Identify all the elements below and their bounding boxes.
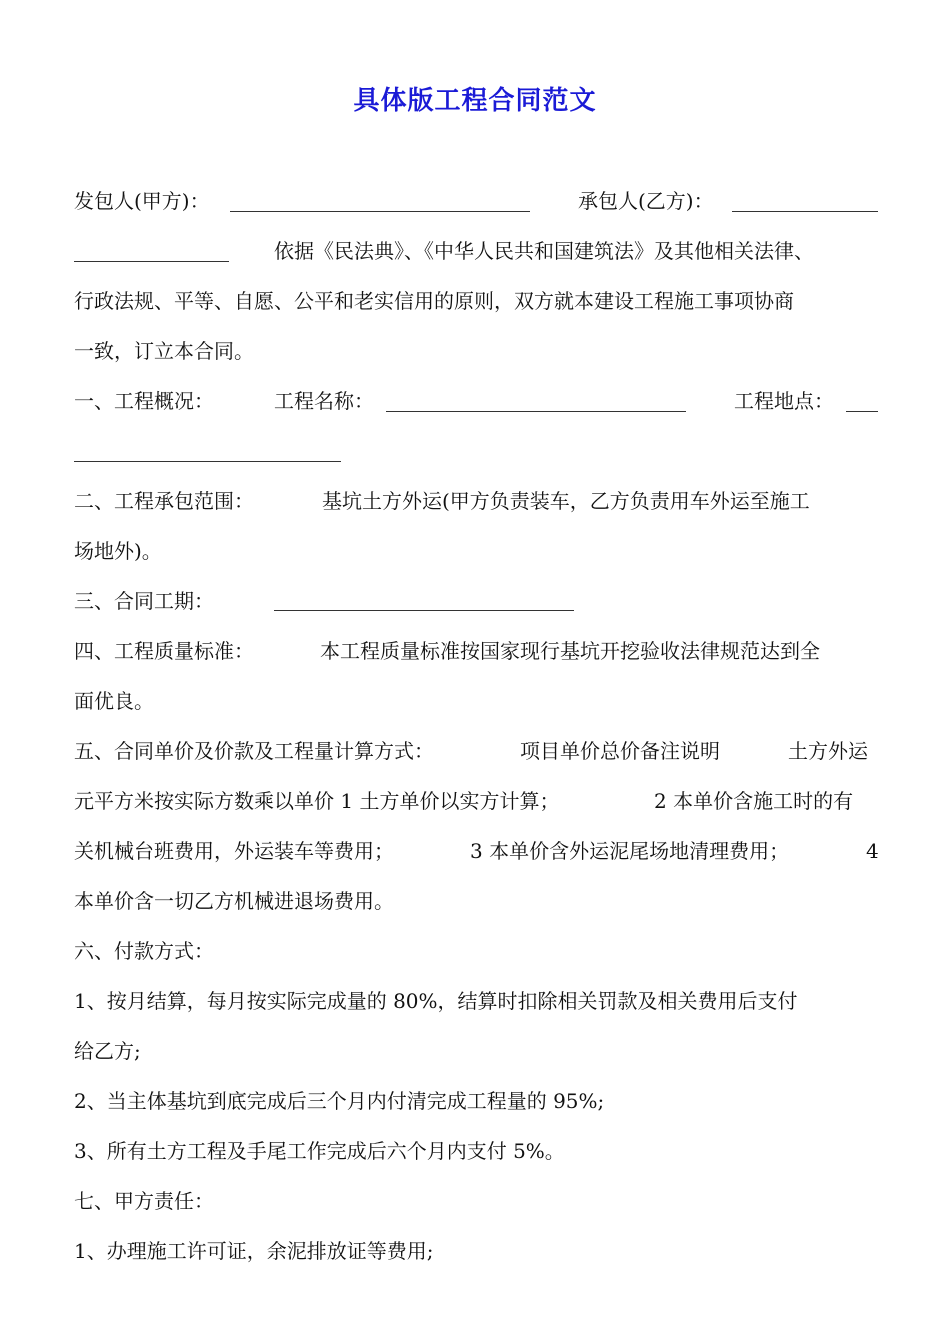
project-name-label: 工程名称： bbox=[274, 389, 374, 413]
party-b-label: 承包人(乙方)： bbox=[578, 189, 714, 213]
section-1-heading: 一、工程概况： bbox=[74, 389, 214, 413]
intro-line-1: 依据《民法典》、《中华人民共和国建筑法》及其他相关法律、 bbox=[274, 239, 814, 263]
section-2-heading: 二、工程承包范围： bbox=[74, 489, 254, 513]
project-location-label: 工程地点： bbox=[734, 389, 834, 413]
payment-item-3: 3、所有土方工程及手尾工作完成后六个月内支付 5%。 bbox=[74, 1139, 565, 1163]
payment-item-2: 2、当主体基坑到底完成后三个月内付清完成工程量的 95%; bbox=[74, 1089, 605, 1113]
project-location-blank-continued bbox=[74, 461, 341, 462]
project-location-blank bbox=[846, 411, 878, 412]
section-4-line-2: 面优良。 bbox=[74, 689, 154, 713]
project-name-blank bbox=[386, 411, 686, 412]
section-5-line-1: 五、合同单价及价款及工程量计算方式： 项目单价总价备注说明 土方外运 bbox=[74, 736, 880, 766]
section-7-heading: 七、甲方责任： bbox=[74, 1189, 214, 1213]
intro-line-2: 行政法规、平等、自愿、公平和老实信用的原则，双方就本建设工程施工事项协商 bbox=[74, 289, 794, 313]
section-3-line bbox=[74, 586, 880, 616]
contract-period-blank bbox=[274, 610, 574, 611]
section-7-heading-line bbox=[74, 1186, 880, 1216]
document-title: 具体版工程合同范文 bbox=[353, 86, 597, 116]
section-3-heading: 三、合同工期： bbox=[74, 589, 214, 613]
section-5-line-4: 本单价含一切乙方机械进退场费用。 bbox=[74, 889, 394, 913]
section-5-heading: 五、合同单价及价款及工程量计算方式： bbox=[74, 739, 434, 763]
section-6-heading: 六、付款方式： bbox=[74, 939, 214, 963]
party-b-blank bbox=[732, 211, 878, 212]
section-2-line-1: 二、工程承包范围： 基坑土方外运(甲方负责装车，乙方负责用车外运至施工 bbox=[74, 486, 880, 516]
section-2-line-2: 场地外)。 bbox=[74, 539, 162, 563]
section-5-line-3: 关机械台班费用，外运装车等费用； 3 本单价含外运泥尾场地清理费用； 4 bbox=[74, 839, 879, 863]
section-5-line-2: 元平方米按实际方数乘以单价 1 土方单价以实方计算； 2 本单价含施工时的有 bbox=[74, 789, 854, 813]
section-4-line-1: 四、工程质量标准： 本工程质量标准按国家现行基坑开挖验收法律规范达到全 bbox=[74, 636, 880, 666]
party-a-duty-1: 1、办理施工许可证，余泥排放证等费用; bbox=[74, 1239, 434, 1263]
section-4-heading: 四、工程质量标准： bbox=[74, 639, 254, 663]
party-a-label: 发包人(甲方)： bbox=[74, 189, 210, 213]
payment-item-1: 1、按月结算，每月按实际完成量的 80%，结算时扣除相关罚款及相关费用后支付 bbox=[74, 989, 798, 1013]
payment-item-1-continued: 给乙方; bbox=[74, 1039, 141, 1063]
intro-line-3: 一致，订立本合同。 bbox=[74, 339, 254, 363]
party-a-blank bbox=[230, 211, 530, 212]
section-6-heading-line bbox=[74, 936, 880, 966]
